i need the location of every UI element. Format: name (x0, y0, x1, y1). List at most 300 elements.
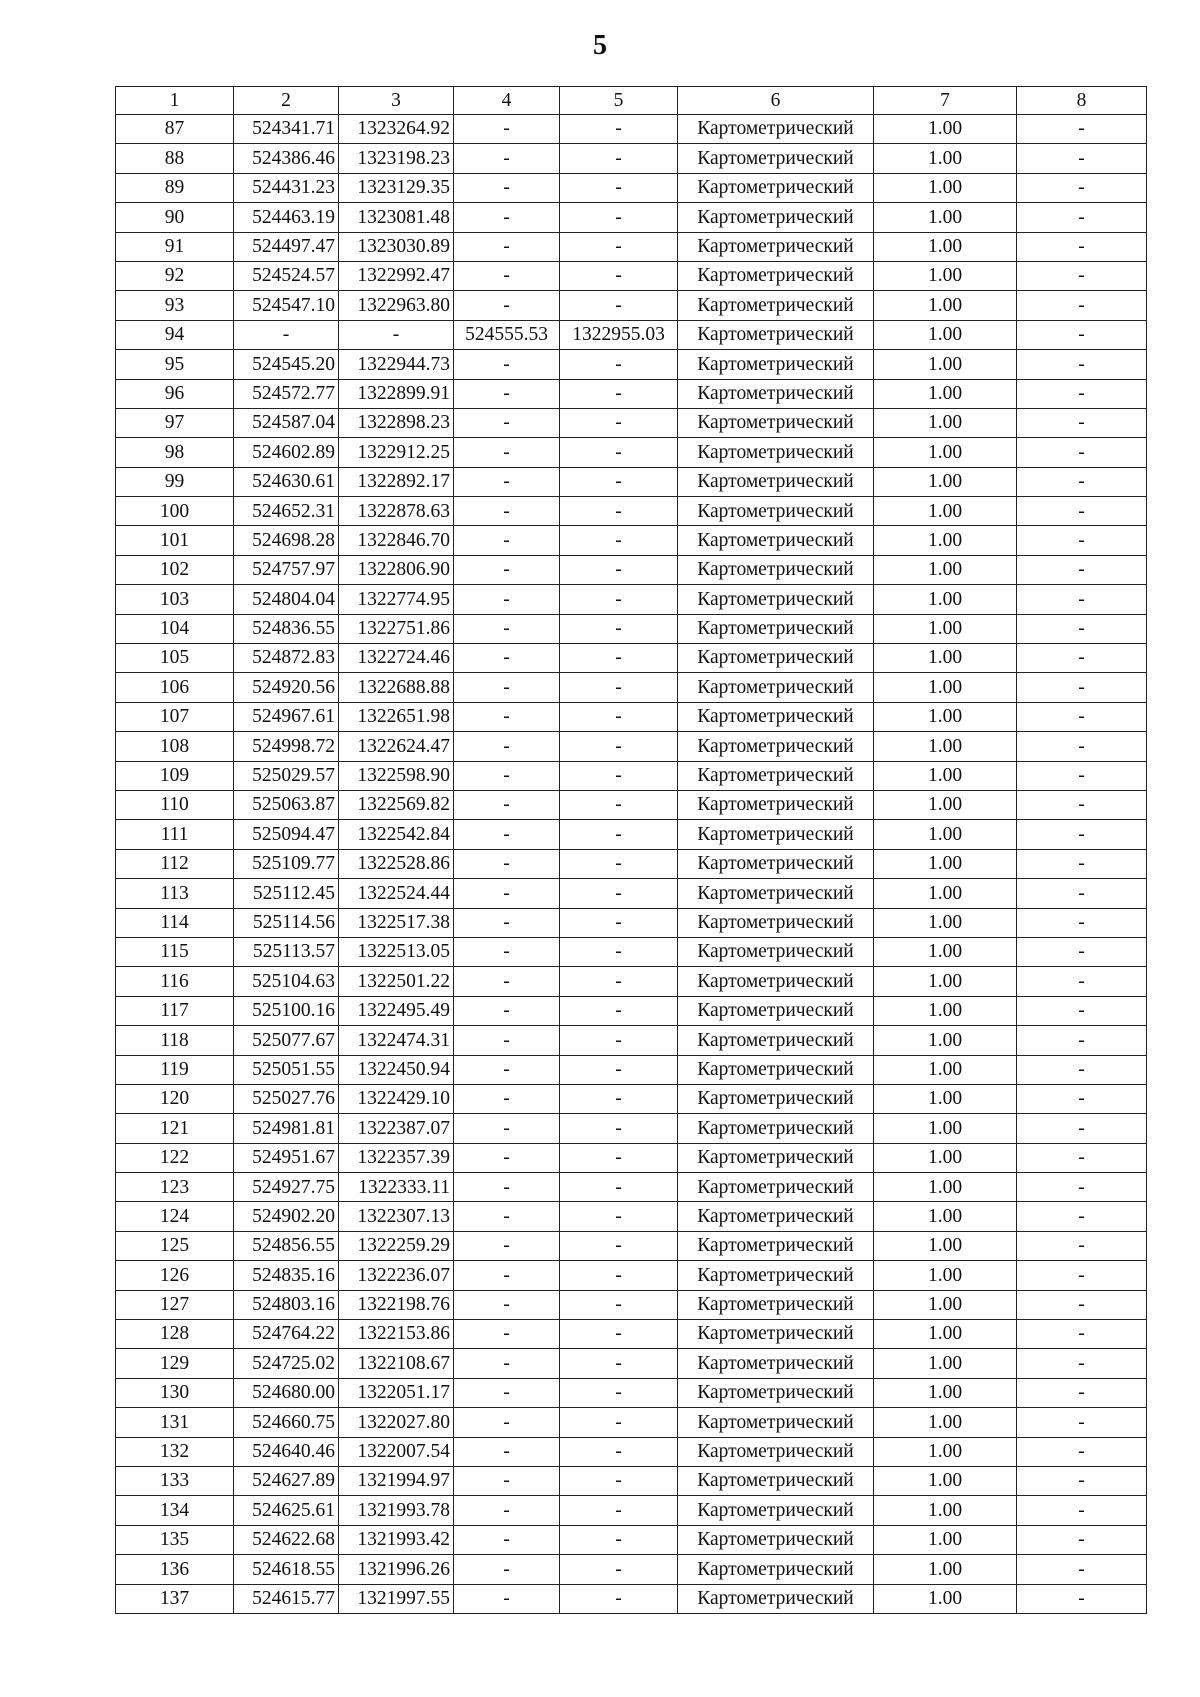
table-cell-col-6: Картометрический (678, 1114, 874, 1143)
table-cell-col-4: 524555.53 (454, 320, 560, 349)
table-row (116, 115, 1147, 144)
table-cell-col-6: Картометрический (678, 849, 874, 878)
table-cell-col-4: - (454, 1114, 560, 1143)
table-cell-col-7: 1.00 (874, 967, 1017, 996)
table-cell-col-3: 1322528.86 (339, 849, 454, 878)
table-cell-col-7: 1.00 (874, 761, 1017, 790)
table-cell-col-8: - (1017, 1555, 1147, 1584)
table-cell-col-5: - (560, 291, 678, 320)
table-cell-col-8: - (1017, 761, 1147, 790)
table-cell-col-2: 525112.45 (234, 879, 339, 908)
table-row (116, 1026, 1147, 1055)
table-cell-col-1: 113 (116, 879, 234, 908)
table-cell-col-8: - (1017, 1437, 1147, 1466)
table-cell-col-7: 1.00 (874, 438, 1017, 467)
table-cell-col-5: - (560, 1437, 678, 1466)
table-cell-col-5: - (560, 438, 678, 467)
table-cell-col-5: - (560, 702, 678, 731)
table-cell-col-5: - (560, 585, 678, 614)
header-row (116, 87, 1147, 115)
table-cell-col-8: - (1017, 379, 1147, 408)
table-cell-col-2: 524698.28 (234, 526, 339, 555)
table-cell-col-1: 127 (116, 1290, 234, 1319)
table-cell-col-4: - (454, 820, 560, 849)
table-row (116, 644, 1147, 673)
table-cell-col-4: - (454, 1290, 560, 1319)
table-cell-col-1: 98 (116, 438, 234, 467)
table-cell-col-5: - (560, 408, 678, 437)
table-cell-col-1: 131 (116, 1408, 234, 1437)
table-cell-col-1: 121 (116, 1114, 234, 1143)
table-cell-col-1: 117 (116, 996, 234, 1025)
table-cell-col-6: Картометрический (678, 967, 874, 996)
table-cell-col-4: - (454, 1437, 560, 1466)
table-cell-col-4: - (454, 1231, 560, 1260)
column-header-1: 1 (116, 87, 234, 115)
table-cell-col-4: - (454, 1349, 560, 1378)
table-cell-col-8: - (1017, 203, 1147, 232)
table-cell-col-1: 128 (116, 1320, 234, 1349)
table-row (116, 1466, 1147, 1495)
table-cell-col-5: - (560, 732, 678, 761)
table-cell-col-7: 1.00 (874, 408, 1017, 437)
table-cell-col-5: - (560, 497, 678, 526)
table-cell-col-5: - (560, 379, 678, 408)
table-cell-col-4: - (454, 1173, 560, 1202)
table-cell-col-7: 1.00 (874, 1466, 1017, 1495)
table-row (116, 761, 1147, 790)
table-cell-col-5: - (560, 1496, 678, 1525)
table-cell-col-7: 1.00 (874, 379, 1017, 408)
table-cell-col-2: 524497.47 (234, 232, 339, 261)
table-cell-col-6: Картометрический (678, 379, 874, 408)
table-cell-col-1: 89 (116, 173, 234, 202)
table-row (116, 1084, 1147, 1113)
table-cell-col-4: - (454, 1261, 560, 1290)
table-cell-col-5: - (560, 614, 678, 643)
table-cell-col-2: 524836.55 (234, 614, 339, 643)
table-cell-col-8: - (1017, 820, 1147, 849)
table-row (116, 849, 1147, 878)
table-cell-col-4: - (454, 1143, 560, 1172)
table-cell-col-2: 524902.20 (234, 1202, 339, 1231)
table-cell-col-6: Картометрический (678, 350, 874, 379)
table-cell-col-3: 1322912.25 (339, 438, 454, 467)
table-cell-col-4: - (454, 173, 560, 202)
table-row (116, 526, 1147, 555)
table-cell-col-8: - (1017, 1084, 1147, 1113)
table-cell-col-8: - (1017, 291, 1147, 320)
table-cell-col-4: - (454, 879, 560, 908)
table-cell-col-6: Картометрический (678, 1173, 874, 1202)
table-row (116, 1378, 1147, 1407)
table-cell-col-3: 1322307.13 (339, 1202, 454, 1231)
table-cell-col-1: 88 (116, 144, 234, 173)
table-cell-col-4: - (454, 937, 560, 966)
column-header-2: 2 (234, 87, 339, 115)
table-cell-col-8: - (1017, 320, 1147, 349)
table-cell-col-4: - (454, 1202, 560, 1231)
table-row (116, 144, 1147, 173)
table-cell-col-1: 125 (116, 1231, 234, 1260)
table-cell-col-7: 1.00 (874, 203, 1017, 232)
table-cell-col-5: - (560, 1408, 678, 1437)
table-cell-col-7: 1.00 (874, 908, 1017, 937)
table-cell-col-3: 1321993.42 (339, 1525, 454, 1554)
page-number: 5 (593, 30, 607, 61)
table-cell-col-8: - (1017, 614, 1147, 643)
table-cell-col-3: 1322724.46 (339, 644, 454, 673)
column-header-5: 5 (560, 87, 678, 115)
table-cell-col-3: 1322542.84 (339, 820, 454, 849)
table-cell-col-7: 1.00 (874, 1261, 1017, 1290)
table-cell-col-1: 106 (116, 673, 234, 702)
table-cell-col-6: Картометрический (678, 820, 874, 849)
table-cell-col-6: Картометрический (678, 761, 874, 790)
table-cell-col-7: 1.00 (874, 1496, 1017, 1525)
table-cell-col-6: Картометрический (678, 261, 874, 290)
table-cell-col-7: 1.00 (874, 790, 1017, 819)
table-cell-col-4: - (454, 849, 560, 878)
table-row (116, 732, 1147, 761)
table-cell-col-6: Картометрический (678, 1466, 874, 1495)
table-cell-col-5: - (560, 1084, 678, 1113)
table-cell-col-8: - (1017, 1231, 1147, 1260)
table-cell-col-3: 1322429.10 (339, 1084, 454, 1113)
table-row (116, 438, 1147, 467)
table-cell-col-5: 1322955.03 (560, 320, 678, 349)
table-cell-col-4: - (454, 526, 560, 555)
table-cell-col-5: - (560, 232, 678, 261)
table-cell-col-5: - (560, 1026, 678, 1055)
table-cell-col-5: - (560, 1349, 678, 1378)
table-cell-col-6: Картометрический (678, 173, 874, 202)
table-cell-col-5: - (560, 1584, 678, 1613)
table-cell-col-3: 1322495.49 (339, 996, 454, 1025)
table-cell-col-5: - (560, 173, 678, 202)
table-cell-col-5: - (560, 555, 678, 584)
table-cell-col-6: Картометрический (678, 614, 874, 643)
table-cell-col-2: 524967.61 (234, 702, 339, 731)
table-row (116, 1496, 1147, 1525)
table-row (116, 173, 1147, 202)
table-cell-col-8: - (1017, 673, 1147, 702)
table-cell-col-8: - (1017, 967, 1147, 996)
table-cell-col-5: - (560, 996, 678, 1025)
table-cell-col-4: - (454, 1408, 560, 1437)
table-row (116, 908, 1147, 937)
table-cell-col-8: - (1017, 232, 1147, 261)
table-cell-col-7: 1.00 (874, 497, 1017, 526)
table-cell-col-1: 91 (116, 232, 234, 261)
table-cell-col-3: 1322108.67 (339, 1349, 454, 1378)
table-cell-col-6: Картометрический (678, 1496, 874, 1525)
table-cell-col-1: 100 (116, 497, 234, 526)
table-cell-col-2: 525109.77 (234, 849, 339, 878)
table-row (116, 1261, 1147, 1290)
table-cell-col-5: - (560, 1466, 678, 1495)
table-cell-col-1: 101 (116, 526, 234, 555)
table-cell-col-8: - (1017, 879, 1147, 908)
table-cell-col-7: 1.00 (874, 1231, 1017, 1260)
table-cell-col-6: Картометрический (678, 320, 874, 349)
table-cell-col-4: - (454, 1320, 560, 1349)
table-cell-col-3: 1322236.07 (339, 1261, 454, 1290)
table-cell-col-6: Картометрический (678, 438, 874, 467)
table-cell-col-5: - (560, 467, 678, 496)
table-cell-col-8: - (1017, 1055, 1147, 1084)
table-cell-col-1: 129 (116, 1349, 234, 1378)
table-cell-col-3: 1323129.35 (339, 173, 454, 202)
table-row (116, 820, 1147, 849)
table-cell-col-4: - (454, 761, 560, 790)
table-cell-col-4: - (454, 732, 560, 761)
table-cell-col-3: 1322450.94 (339, 1055, 454, 1084)
table-cell-col-6: Картометрический (678, 996, 874, 1025)
table-cell-col-6: Картометрический (678, 673, 874, 702)
table-cell-col-1: 118 (116, 1026, 234, 1055)
table-cell-col-7: 1.00 (874, 1173, 1017, 1202)
table-row (116, 497, 1147, 526)
table-cell-col-7: 1.00 (874, 1143, 1017, 1172)
table-cell-col-3: - (339, 320, 454, 349)
table-cell-col-1: 108 (116, 732, 234, 761)
table-row (116, 1143, 1147, 1172)
table-cell-col-4: - (454, 673, 560, 702)
table-cell-col-7: 1.00 (874, 673, 1017, 702)
table-cell-col-1: 120 (116, 1084, 234, 1113)
table-cell-col-1: 114 (116, 908, 234, 937)
table-cell-col-8: - (1017, 1261, 1147, 1290)
table-cell-col-2: 524572.77 (234, 379, 339, 408)
table-cell-col-3: 1322387.07 (339, 1114, 454, 1143)
table-cell-col-8: - (1017, 1378, 1147, 1407)
table-cell-col-8: - (1017, 908, 1147, 937)
table-cell-col-1: 110 (116, 790, 234, 819)
table-cell-col-8: - (1017, 1143, 1147, 1172)
table-row (116, 232, 1147, 261)
table-cell-col-5: - (560, 526, 678, 555)
table-cell-col-1: 107 (116, 702, 234, 731)
table-cell-col-1: 134 (116, 1496, 234, 1525)
table-cell-col-3: 1321994.97 (339, 1466, 454, 1495)
table-cell-col-2: 525051.55 (234, 1055, 339, 1084)
table-cell-col-1: 112 (116, 849, 234, 878)
table-row (116, 1437, 1147, 1466)
table-cell-col-5: - (560, 1290, 678, 1319)
table-cell-col-3: 1322774.95 (339, 585, 454, 614)
table-cell-col-8: - (1017, 937, 1147, 966)
table-cell-col-4: - (454, 350, 560, 379)
table-cell-col-5: - (560, 1143, 678, 1172)
table-cell-col-3: 1322963.80 (339, 291, 454, 320)
table-cell-col-3: 1322992.47 (339, 261, 454, 290)
table-cell-col-1: 102 (116, 555, 234, 584)
table-cell-col-4: - (454, 115, 560, 144)
table-cell-col-4: - (454, 379, 560, 408)
table-cell-col-4: - (454, 144, 560, 173)
table-cell-col-6: Картометрический (678, 702, 874, 731)
table-cell-col-2: 524547.10 (234, 291, 339, 320)
table-cell-col-4: - (454, 555, 560, 584)
table-cell-col-8: - (1017, 1584, 1147, 1613)
table-cell-col-2: 524725.02 (234, 1349, 339, 1378)
table-cell-col-8: - (1017, 644, 1147, 673)
table-cell-col-8: - (1017, 438, 1147, 467)
table-cell-col-5: - (560, 849, 678, 878)
table-cell-col-6: Картометрический (678, 408, 874, 437)
table-cell-col-6: Картометрический (678, 790, 874, 819)
table-cell-col-2: 524630.61 (234, 467, 339, 496)
table-cell-col-2: 524587.04 (234, 408, 339, 437)
table-cell-col-2: 524660.75 (234, 1408, 339, 1437)
table-cell-col-1: 103 (116, 585, 234, 614)
table-cell-col-3: 1322569.82 (339, 790, 454, 819)
table-cell-col-1: 93 (116, 291, 234, 320)
table-cell-col-1: 94 (116, 320, 234, 349)
table-cell-col-7: 1.00 (874, 1349, 1017, 1378)
table-cell-col-1: 105 (116, 644, 234, 673)
table-cell-col-4: - (454, 261, 560, 290)
table-cell-col-6: Картометрический (678, 1202, 874, 1231)
table-cell-col-1: 136 (116, 1555, 234, 1584)
table-cell-col-5: - (560, 144, 678, 173)
column-header-6: 6 (678, 87, 874, 115)
table-cell-col-5: - (560, 1525, 678, 1554)
table-cell-col-2: 524757.97 (234, 555, 339, 584)
table-cell-col-2: 525100.16 (234, 996, 339, 1025)
table-cell-col-1: 126 (116, 1261, 234, 1290)
table-cell-col-2: 524602.89 (234, 438, 339, 467)
table-row (116, 585, 1147, 614)
table-cell-col-5: - (560, 261, 678, 290)
table-cell-col-7: 1.00 (874, 614, 1017, 643)
table-cell-col-2: 524872.83 (234, 644, 339, 673)
table-cell-col-7: 1.00 (874, 1084, 1017, 1113)
table-cell-col-7: 1.00 (874, 291, 1017, 320)
table-cell-col-1: 123 (116, 1173, 234, 1202)
table-cell-col-3: 1322651.98 (339, 702, 454, 731)
table-cell-col-8: - (1017, 555, 1147, 584)
table-cell-col-1: 137 (116, 1584, 234, 1613)
table-cell-col-5: - (560, 820, 678, 849)
table-cell-col-1: 97 (116, 408, 234, 437)
table-cell-col-2: 525094.47 (234, 820, 339, 849)
table-cell-col-4: - (454, 1378, 560, 1407)
table-cell-col-7: 1.00 (874, 879, 1017, 908)
table-cell-col-1: 111 (116, 820, 234, 849)
table-cell-col-4: - (454, 585, 560, 614)
table-cell-col-1: 133 (116, 1466, 234, 1495)
table-cell-col-2: 524545.20 (234, 350, 339, 379)
table-cell-col-3: 1322751.86 (339, 614, 454, 643)
table-cell-col-5: - (560, 1055, 678, 1084)
table-cell-col-3: 1322806.90 (339, 555, 454, 584)
table-cell-col-2: 524622.68 (234, 1525, 339, 1554)
table-row (116, 937, 1147, 966)
table-cell-col-8: - (1017, 996, 1147, 1025)
table-cell-col-3: 1322357.39 (339, 1143, 454, 1172)
table-cell-col-8: - (1017, 732, 1147, 761)
table-cell-col-7: 1.00 (874, 144, 1017, 173)
table-cell-col-5: - (560, 1173, 678, 1202)
table-cell-col-2: 525077.67 (234, 1026, 339, 1055)
table-row (116, 1408, 1147, 1437)
table-cell-col-4: - (454, 1525, 560, 1554)
table-cell-col-3: 1322892.17 (339, 467, 454, 496)
table-cell-col-7: 1.00 (874, 1378, 1017, 1407)
table-cell-col-2: 524341.71 (234, 115, 339, 144)
column-header-4: 4 (454, 87, 560, 115)
table-cell-col-3: 1323198.23 (339, 144, 454, 173)
table-cell-col-6: Картометрический (678, 467, 874, 496)
table-cell-col-6: Картометрический (678, 497, 874, 526)
table-cell-col-8: - (1017, 585, 1147, 614)
table-cell-col-7: 1.00 (874, 1290, 1017, 1319)
table-row (116, 1290, 1147, 1319)
table-cell-col-2: - (234, 320, 339, 349)
table-cell-col-1: 132 (116, 1437, 234, 1466)
table-cell-col-8: - (1017, 144, 1147, 173)
table-cell-col-3: 1323264.92 (339, 115, 454, 144)
table-cell-col-6: Картометрический (678, 1555, 874, 1584)
table-row (116, 673, 1147, 702)
table-row (116, 1231, 1147, 1260)
table-cell-col-1: 90 (116, 203, 234, 232)
table-cell-col-6: Картометрический (678, 232, 874, 261)
table-cell-col-3: 1322624.47 (339, 732, 454, 761)
table-cell-col-2: 524652.31 (234, 497, 339, 526)
table-cell-col-4: - (454, 467, 560, 496)
table-cell-col-8: - (1017, 1525, 1147, 1554)
table-cell-col-7: 1.00 (874, 261, 1017, 290)
table-row (116, 1349, 1147, 1378)
table-row (116, 467, 1147, 496)
table-cell-col-5: - (560, 790, 678, 819)
table-cell-col-2: 524803.16 (234, 1290, 339, 1319)
table-cell-col-4: - (454, 614, 560, 643)
table-cell-col-2: 524625.61 (234, 1496, 339, 1525)
table-row (116, 1173, 1147, 1202)
table-cell-col-2: 524615.77 (234, 1584, 339, 1613)
table-cell-col-6: Картометрический (678, 555, 874, 584)
table-cell-col-6: Картометрический (678, 526, 874, 555)
table-cell-col-4: - (454, 1466, 560, 1495)
table-cell-col-7: 1.00 (874, 1584, 1017, 1613)
table-cell-col-4: - (454, 1555, 560, 1584)
table-cell-col-6: Картометрический (678, 291, 874, 320)
table-cell-col-2: 524951.67 (234, 1143, 339, 1172)
table-cell-col-6: Картометрический (678, 144, 874, 173)
table-cell-col-5: - (560, 908, 678, 937)
table-cell-col-2: 524835.16 (234, 1261, 339, 1290)
table-row (116, 1555, 1147, 1584)
table-cell-col-2: 525029.57 (234, 761, 339, 790)
table-cell-col-1: 96 (116, 379, 234, 408)
table-cell-col-3: 1322899.91 (339, 379, 454, 408)
table-cell-col-3: 1322688.88 (339, 673, 454, 702)
table-cell-col-3: 1322513.05 (339, 937, 454, 966)
table-cell-col-8: - (1017, 467, 1147, 496)
table-cell-col-4: - (454, 203, 560, 232)
table-cell-col-2: 525027.76 (234, 1084, 339, 1113)
table-cell-col-8: - (1017, 408, 1147, 437)
table-cell-col-2: 525104.63 (234, 967, 339, 996)
table-cell-col-4: - (454, 996, 560, 1025)
table-cell-col-4: - (454, 702, 560, 731)
table-cell-col-2: 524920.56 (234, 673, 339, 702)
column-header-3: 3 (339, 87, 454, 115)
